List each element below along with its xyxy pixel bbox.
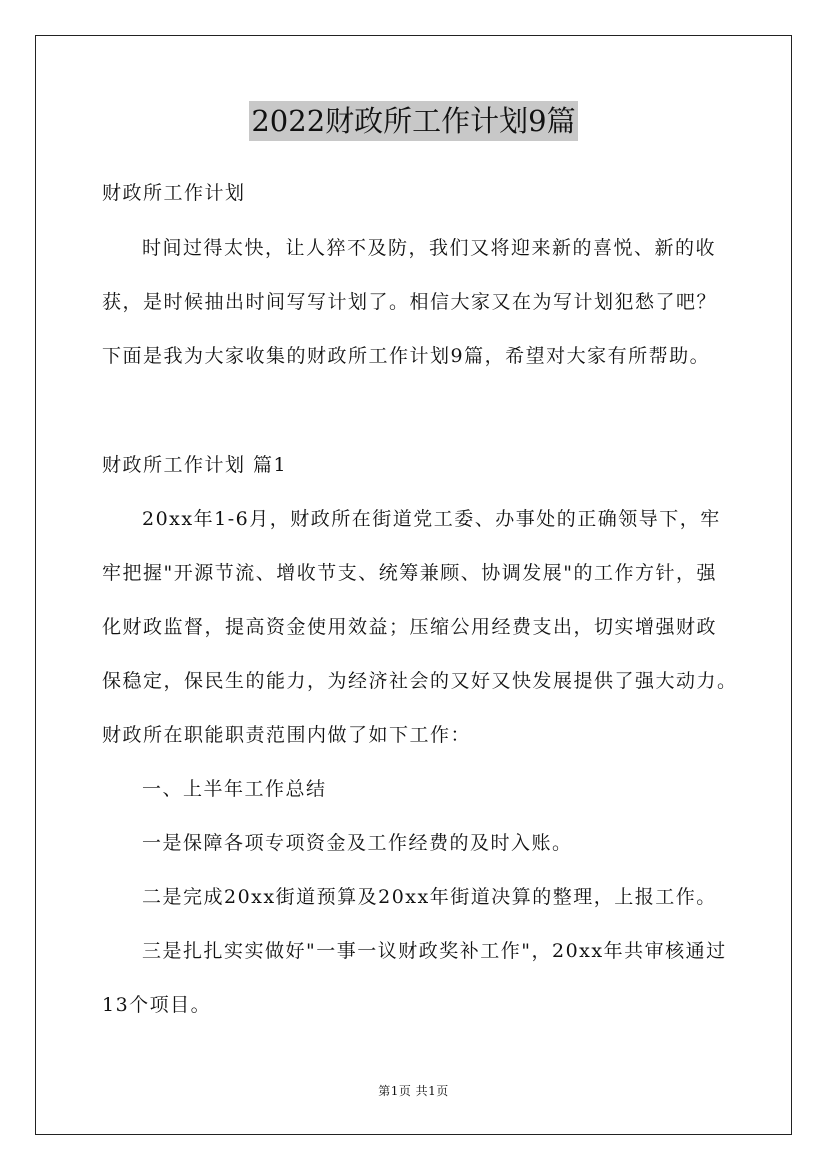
paragraph-line: 20xx年1-6月，财政所在街道党工委、办事处的正确领导下，牢 xyxy=(142,508,721,530)
paragraph-line: 二是完成20xx街道预算及20xx年街道决算的整理，上报工作。 xyxy=(142,886,717,908)
paragraph-line: 三是扎扎实实做好"一事一议财政奖补工作"，20xx年共审核通过 xyxy=(142,940,727,962)
paragraph-line: 一是保障各项专项资金及工作经费的及时入账。 xyxy=(142,832,573,854)
title-container xyxy=(0,101,827,141)
paragraph-line: 保稳定，保民生的能力，为经济社会的又好又快发展提供了强大动力。 xyxy=(102,670,738,692)
paragraph-line: 下面是我为大家收集的财政所工作计划9篇，希望对大家有所帮助。 xyxy=(102,345,711,367)
section-heading: 财政所工作计划 xyxy=(102,182,246,204)
paragraph-line: 化财政监督，提高资金使用效益；压缩公用经费支出，切实增强财政 xyxy=(102,616,718,638)
section-heading: 财政所工作计划 篇1 xyxy=(102,454,288,476)
paragraph-line: 13个项目。 xyxy=(102,994,212,1016)
paragraph-line: 牢把握"开源节流、增收节支、统筹兼顾、协调发展"的工作方针，强 xyxy=(102,562,717,584)
subsection-heading: 一、上半年工作总结 xyxy=(142,778,327,800)
document-title: 2022财政所工作计划9篇 xyxy=(249,101,577,141)
page-number-footer: 第1页 共1页 xyxy=(378,1084,449,1098)
paragraph-line: 财政所在职能职责范围内做了如下工作： xyxy=(102,724,472,746)
paragraph-line: 获，是时候抽出时间写写计划了。相信大家又在为写计划犯愁了吧？ xyxy=(102,291,718,313)
paragraph-line: 时间过得太快，让人猝不及防，我们又将迎来新的喜悦、新的收 xyxy=(142,237,717,259)
